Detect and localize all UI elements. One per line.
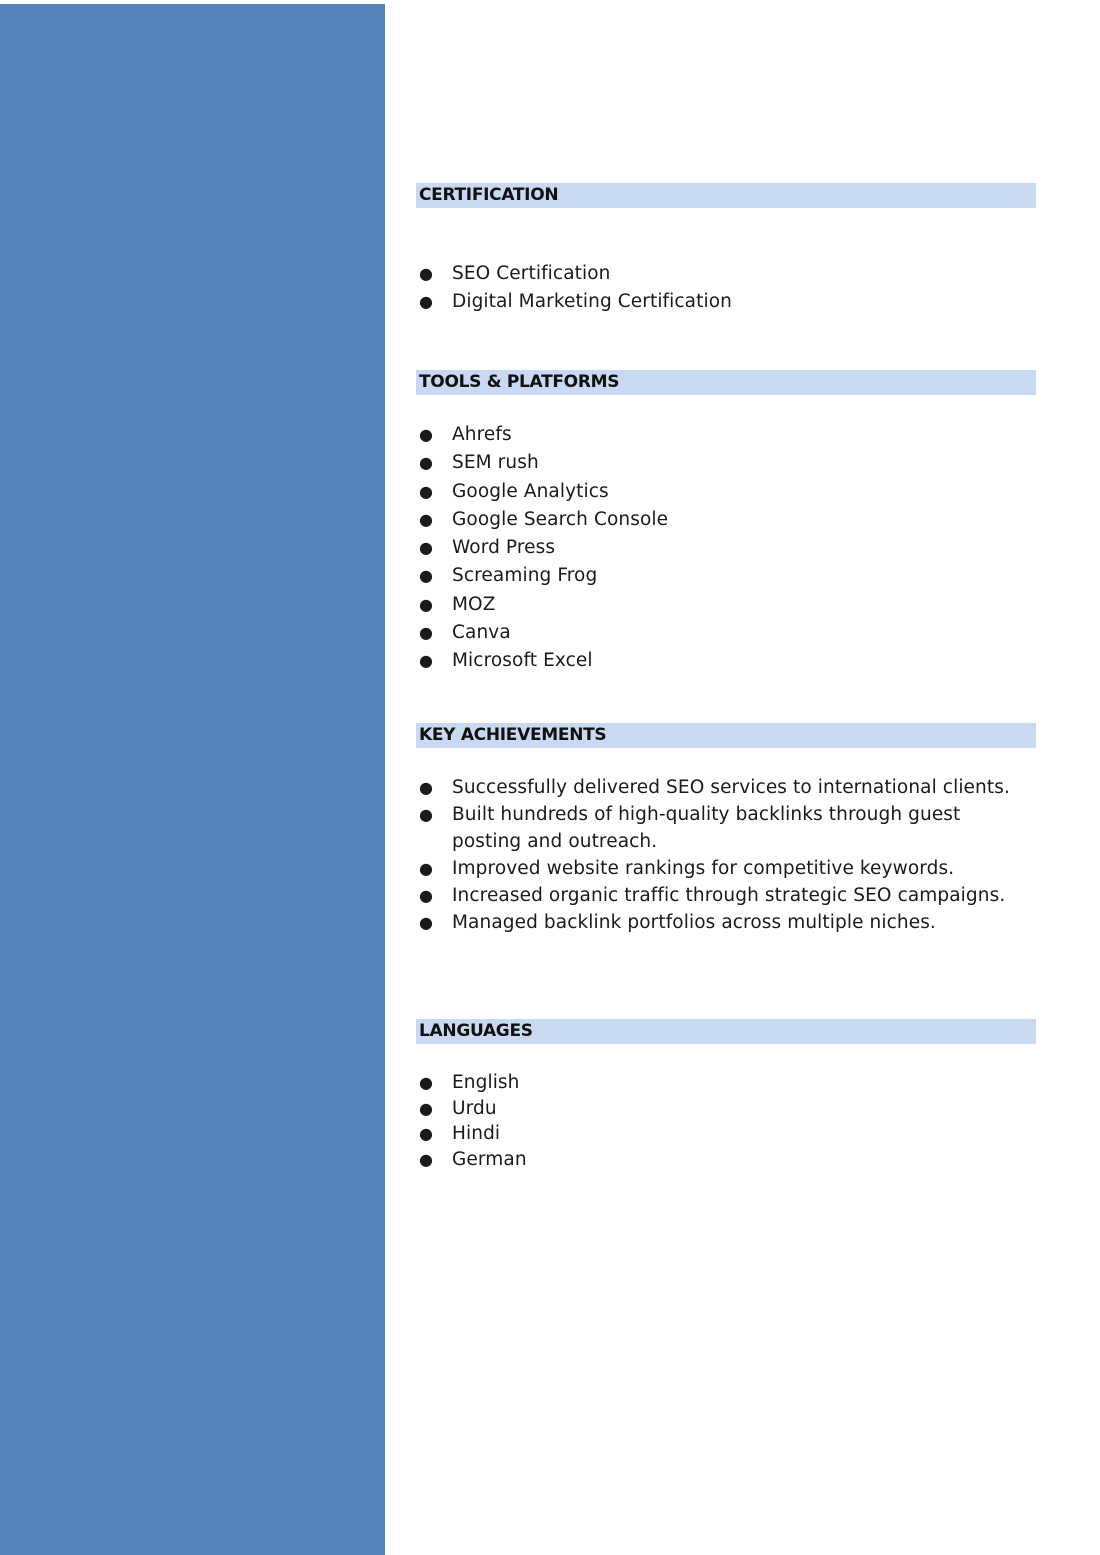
bullet-icon: ● bbox=[419, 623, 434, 643]
bullet-icon: ● bbox=[419, 1098, 434, 1118]
list-item-text: Word Press bbox=[452, 537, 556, 559]
languages-list bbox=[416, 1070, 1036, 1173]
list-item bbox=[416, 421, 1032, 449]
list-item bbox=[416, 506, 1032, 534]
list-item bbox=[416, 449, 1032, 477]
list-item bbox=[416, 774, 1032, 801]
list-item bbox=[416, 562, 1032, 590]
bullet-icon: ● bbox=[419, 886, 434, 905]
list-item-text: Managed backlink portfolios across multiple niches. bbox=[452, 912, 936, 933]
tools-section bbox=[416, 370, 1036, 676]
list-item-text: Ahrefs bbox=[452, 424, 512, 445]
list-item-text: SEM rush bbox=[452, 452, 539, 474]
list-item bbox=[416, 1096, 1032, 1122]
bullet-icon: ● bbox=[419, 509, 434, 529]
achievements-list bbox=[416, 774, 1036, 936]
bullet-icon: ● bbox=[419, 538, 434, 558]
list-item-text: Google Analytics bbox=[452, 480, 609, 502]
list-item-text: Increased organic traffic through strategic SEO campaigns. bbox=[452, 885, 1006, 906]
list-item bbox=[416, 1147, 1032, 1173]
bullet-icon: ● bbox=[419, 651, 434, 671]
list-item bbox=[416, 534, 1032, 562]
certification-header: CERTIFICATION bbox=[416, 183, 1036, 208]
list-item-text: Microsoft Excel bbox=[452, 650, 593, 672]
bullet-icon: ● bbox=[419, 481, 434, 501]
list-item bbox=[416, 1121, 1032, 1147]
bullet-icon: ● bbox=[419, 1150, 434, 1170]
list-item bbox=[416, 882, 1032, 909]
list-item bbox=[416, 260, 1032, 288]
bullet-icon: ● bbox=[419, 264, 434, 283]
certification-section bbox=[416, 183, 1036, 317]
bullet-icon: ● bbox=[419, 453, 434, 473]
achievements-section bbox=[416, 723, 1036, 936]
achievements-header: KEY ACHIEVEMENTS bbox=[416, 723, 1036, 748]
bullet-icon: ● bbox=[419, 425, 434, 444]
list-item-text: Built hundreds of high-quality backlinks through guest posting and outreach. bbox=[452, 804, 961, 852]
list-item-text: English bbox=[452, 1072, 520, 1093]
bullet-icon: ● bbox=[419, 778, 434, 797]
list-item-text: Improved website rankings for competitive keywords. bbox=[452, 858, 955, 879]
side-color-band bbox=[0, 4, 385, 1555]
list-item-text: Urdu bbox=[452, 1097, 497, 1119]
bullet-icon: ● bbox=[419, 292, 434, 312]
list-item bbox=[416, 619, 1032, 647]
bullet-icon: ● bbox=[419, 805, 434, 824]
list-item bbox=[416, 909, 1032, 936]
list-item bbox=[416, 478, 1032, 506]
list-item bbox=[416, 1070, 1032, 1096]
list-item bbox=[416, 801, 1032, 855]
list-item bbox=[416, 288, 1032, 316]
list-item bbox=[416, 855, 1032, 882]
list-item-text: SEO Certification bbox=[452, 263, 611, 284]
list-item-text: Screaming Frog bbox=[452, 565, 598, 587]
languages-section bbox=[416, 1019, 1036, 1173]
bullet-icon: ● bbox=[419, 1073, 434, 1092]
list-item-text: Hindi bbox=[452, 1123, 501, 1145]
tools-list bbox=[416, 421, 1036, 676]
list-item bbox=[416, 591, 1032, 619]
bullet-icon: ● bbox=[419, 1124, 434, 1144]
list-item-text: German bbox=[452, 1149, 527, 1171]
list-item-text: Digital Marketing Certification bbox=[452, 291, 732, 313]
list-item bbox=[416, 647, 1032, 675]
list-item-text: Google Search Console bbox=[452, 508, 669, 530]
bullet-icon: ● bbox=[419, 913, 434, 932]
languages-header: LANGUAGES bbox=[416, 1019, 1036, 1044]
tools-header: TOOLS & PLATFORMS bbox=[416, 370, 1036, 395]
bullet-icon: ● bbox=[419, 566, 434, 586]
bullet-icon: ● bbox=[419, 594, 434, 614]
bullet-icon: ● bbox=[419, 859, 434, 878]
list-item-text: Canva bbox=[452, 622, 511, 644]
certification-list bbox=[416, 260, 1036, 317]
list-item-text: Successfully delivered SEO services to international clients. bbox=[452, 777, 1010, 798]
list-item-text: MOZ bbox=[452, 593, 496, 615]
